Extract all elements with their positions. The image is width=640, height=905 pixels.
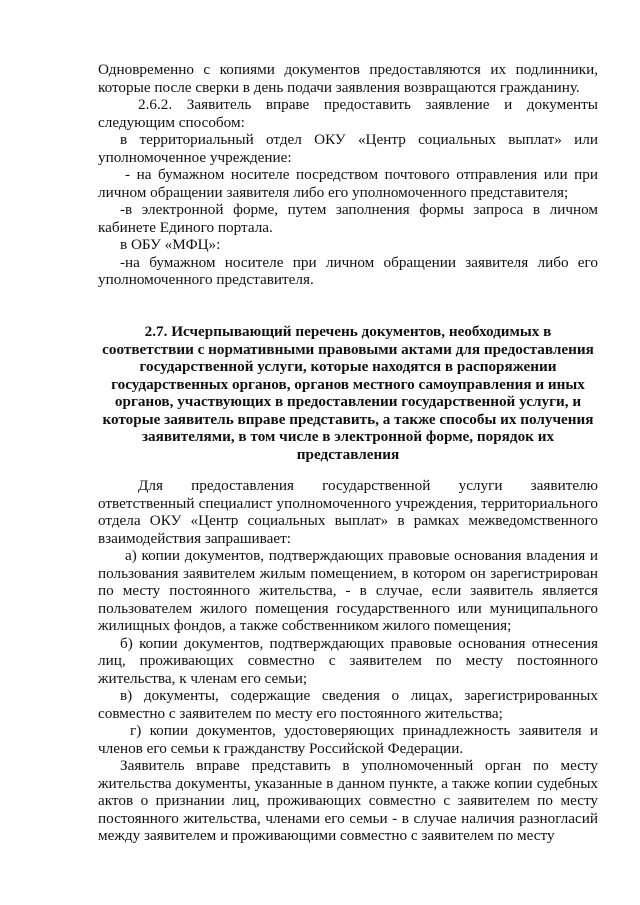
list-item-b: б) копии документов, подтверждающих правовые основания отнесения лиц, проживающих совместно с заявителем по месту постоянного жительства, к членам его семьи; <box>98 634 598 687</box>
paragraph-electronic-form: -в электронной форме, путем заполнения формы запроса в личном кабинете Единого портала. <box>98 201 598 236</box>
section-heading-2-7: 2.7. Исчерпывающий перечень документов, необходимых в соответствии с нормативными правовыми актами для предоставления государственной услуги, которые находятся в распоряжении государственных органов, органов местного самоуправления и иных органов, участвующих в предоставлении государственной услуги, и которые заявитель вправе представить, а также способы их получения заявителями, в том числе в электронной форме, порядок их представления <box>102 323 594 463</box>
paragraph-2-6-2: 2.6.2. Заявитель вправе предоставить заявление и документы следующим способом: <box>98 96 598 131</box>
paragraph-intro: Для предоставления государственной услуги заявителю ответственный специалист уполномоченного учреждения, территориального отдела ОКУ «Центр социальных выплат» в рамках межведомственного взаимодействия запрашивает: <box>98 477 598 547</box>
paragraph-mfc: в ОБУ «МФЦ»: <box>120 236 221 253</box>
top-text-section <box>98 61 598 289</box>
bottom-text-section <box>98 477 598 845</box>
paragraph-mfc-paper: -на бумажном носителе при личном обращении заявителя либо его уполномоченного представителя. <box>98 253 598 288</box>
paragraph-closing: Заявитель вправе представить в уполномоченный орган по месту жительства документы, указанные в данном пункте, а также копии судебных актов о признании лиц, проживающих совместно с заявителем по месту постоянного жительства, членами его семьи - в случае наличия разногласий между заявителем и проживающими совместно с заявителем по месту <box>98 757 598 844</box>
paragraph-territorial-office: в территориальный отдел ОКУ «Центр социальных выплат» или уполномоченное учреждение: <box>98 131 598 166</box>
list-item-v: в) документы, содержащие сведения о лицах, зарегистрированных совместно с заявителем по месту его постоянного жительства; <box>98 687 598 722</box>
list-item-g: г) копии документов, удостоверяющих принадлежность заявителя и членов его семьи к гражданству Российской Федерации. <box>98 722 598 757</box>
list-item-a: а) копии документов, подтверждающих правовые основания владения и пользования заявителем жилым помещением, в котором он зарегистрирован по месту постоянного жительства, - в случае, если заявитель является пользователем жилого помещения государственного или муниципального жилищных фондов, а также собственником жилого помещения; <box>98 547 598 634</box>
paragraph-paper-form: - на бумажном носителе посредством почтового отправления или при личном обращении заявителя либо его уполномоченного представителя; <box>98 166 598 201</box>
paragraph-originals: Одновременно с копиями документов предоставляются их подлинники, которые после сверки в день подачи заявления возвращаются гражданину. <box>98 61 598 96</box>
